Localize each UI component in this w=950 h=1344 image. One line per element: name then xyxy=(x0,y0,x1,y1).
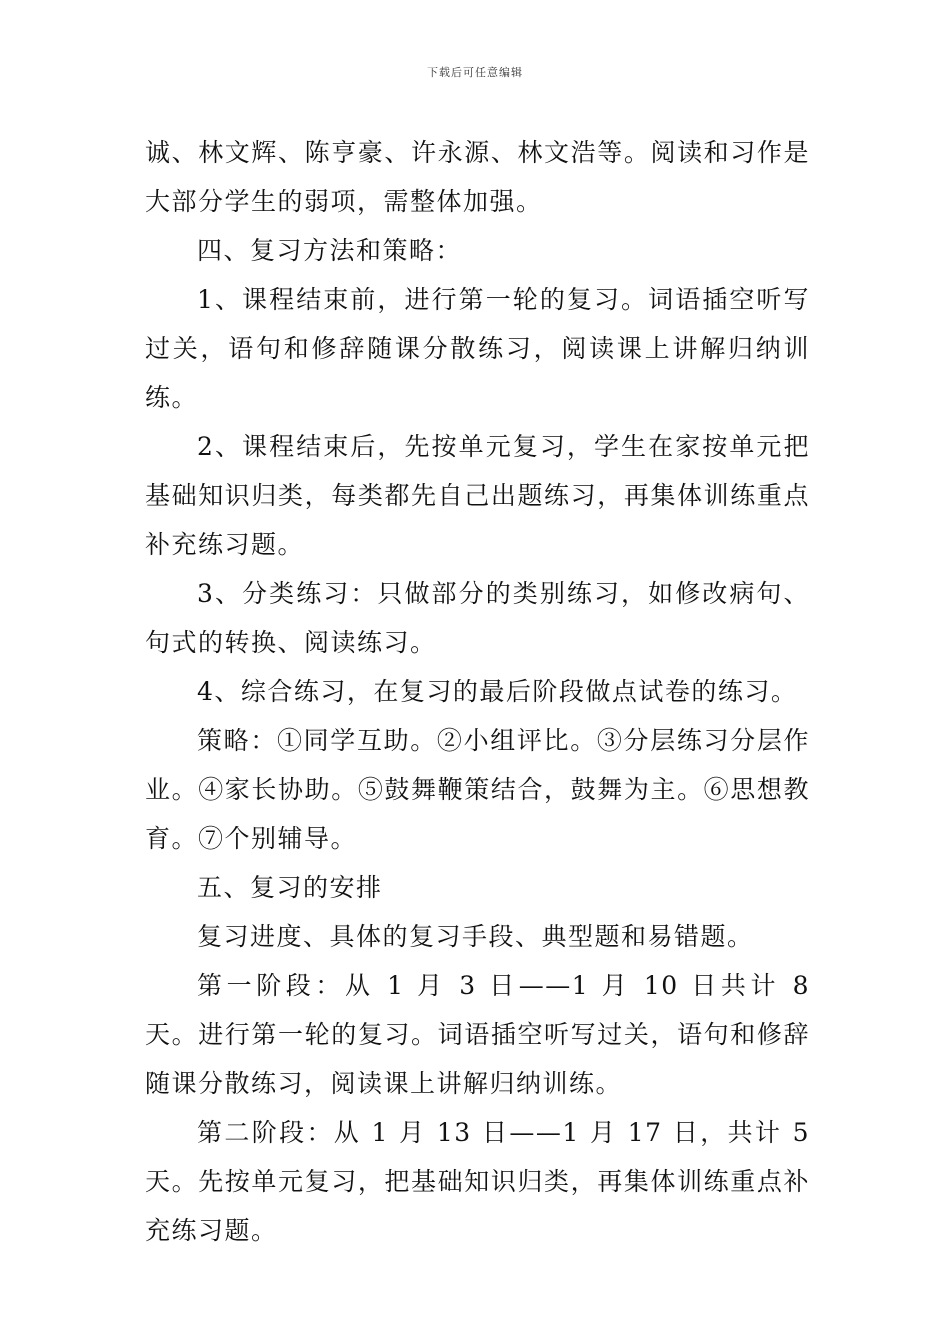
paragraph-method-3: 3、分类练习：只做部分的类别练习，如修改病句、句式的转换、阅读练习。 xyxy=(145,579,810,657)
paragraph-method-1: 1、课程结束前，进行第一轮的复习。词语插空听写过关，语句和修辞随课分散练习，阅读课上讲解归纳训练。 xyxy=(145,285,810,412)
paragraph-schedule-intro: 复习进度、具体的复习手段、典型题和易错题。 xyxy=(197,922,754,951)
paragraph-method-4: 4、综合练习，在复习的最后阶段做点试卷的练习。 xyxy=(197,677,798,706)
section-heading-review-methods: 四、复习方法和策略： xyxy=(197,236,463,265)
paragraph-continuation: 诚、林文辉、陈亨豪、许永源、林文浩等。阅读和习作是大部分学生的弱项，需整体加强。 xyxy=(145,138,810,216)
paragraph-stage-1: 第一阶段：从 1 月 3 日——1 月 10 日共计 8 天。进行第一轮的复习。词语插空听写过关，语句和修辞随课分散练习，阅读课上讲解归纳训练。 xyxy=(145,971,810,1098)
document-body xyxy=(145,128,810,1255)
section-heading-review-schedule: 五、复习的安排 xyxy=(197,873,383,902)
header-note: 下载后可任意编辑 xyxy=(427,66,523,79)
paragraph-stage-2: 第二阶段：从 1 月 13 日——1 月 17 日，共计 5 天。先按单元复习，把基础知识归类，再集体训练重点补充练习题。 xyxy=(145,1118,810,1245)
paragraph-method-2: 2、课程结束后，先按单元复习，学生在家按单元把基础知识归类，每类都先自己出题练习，再集体训练重点补充练习题。 xyxy=(145,432,810,559)
paragraph-strategies: 策略：①同学互助。②小组评比。③分层练习分层作业。④家长协助。⑤鼓舞鞭策结合，鼓舞为主。⑥思想教育。⑦个别辅导。 xyxy=(145,726,810,853)
